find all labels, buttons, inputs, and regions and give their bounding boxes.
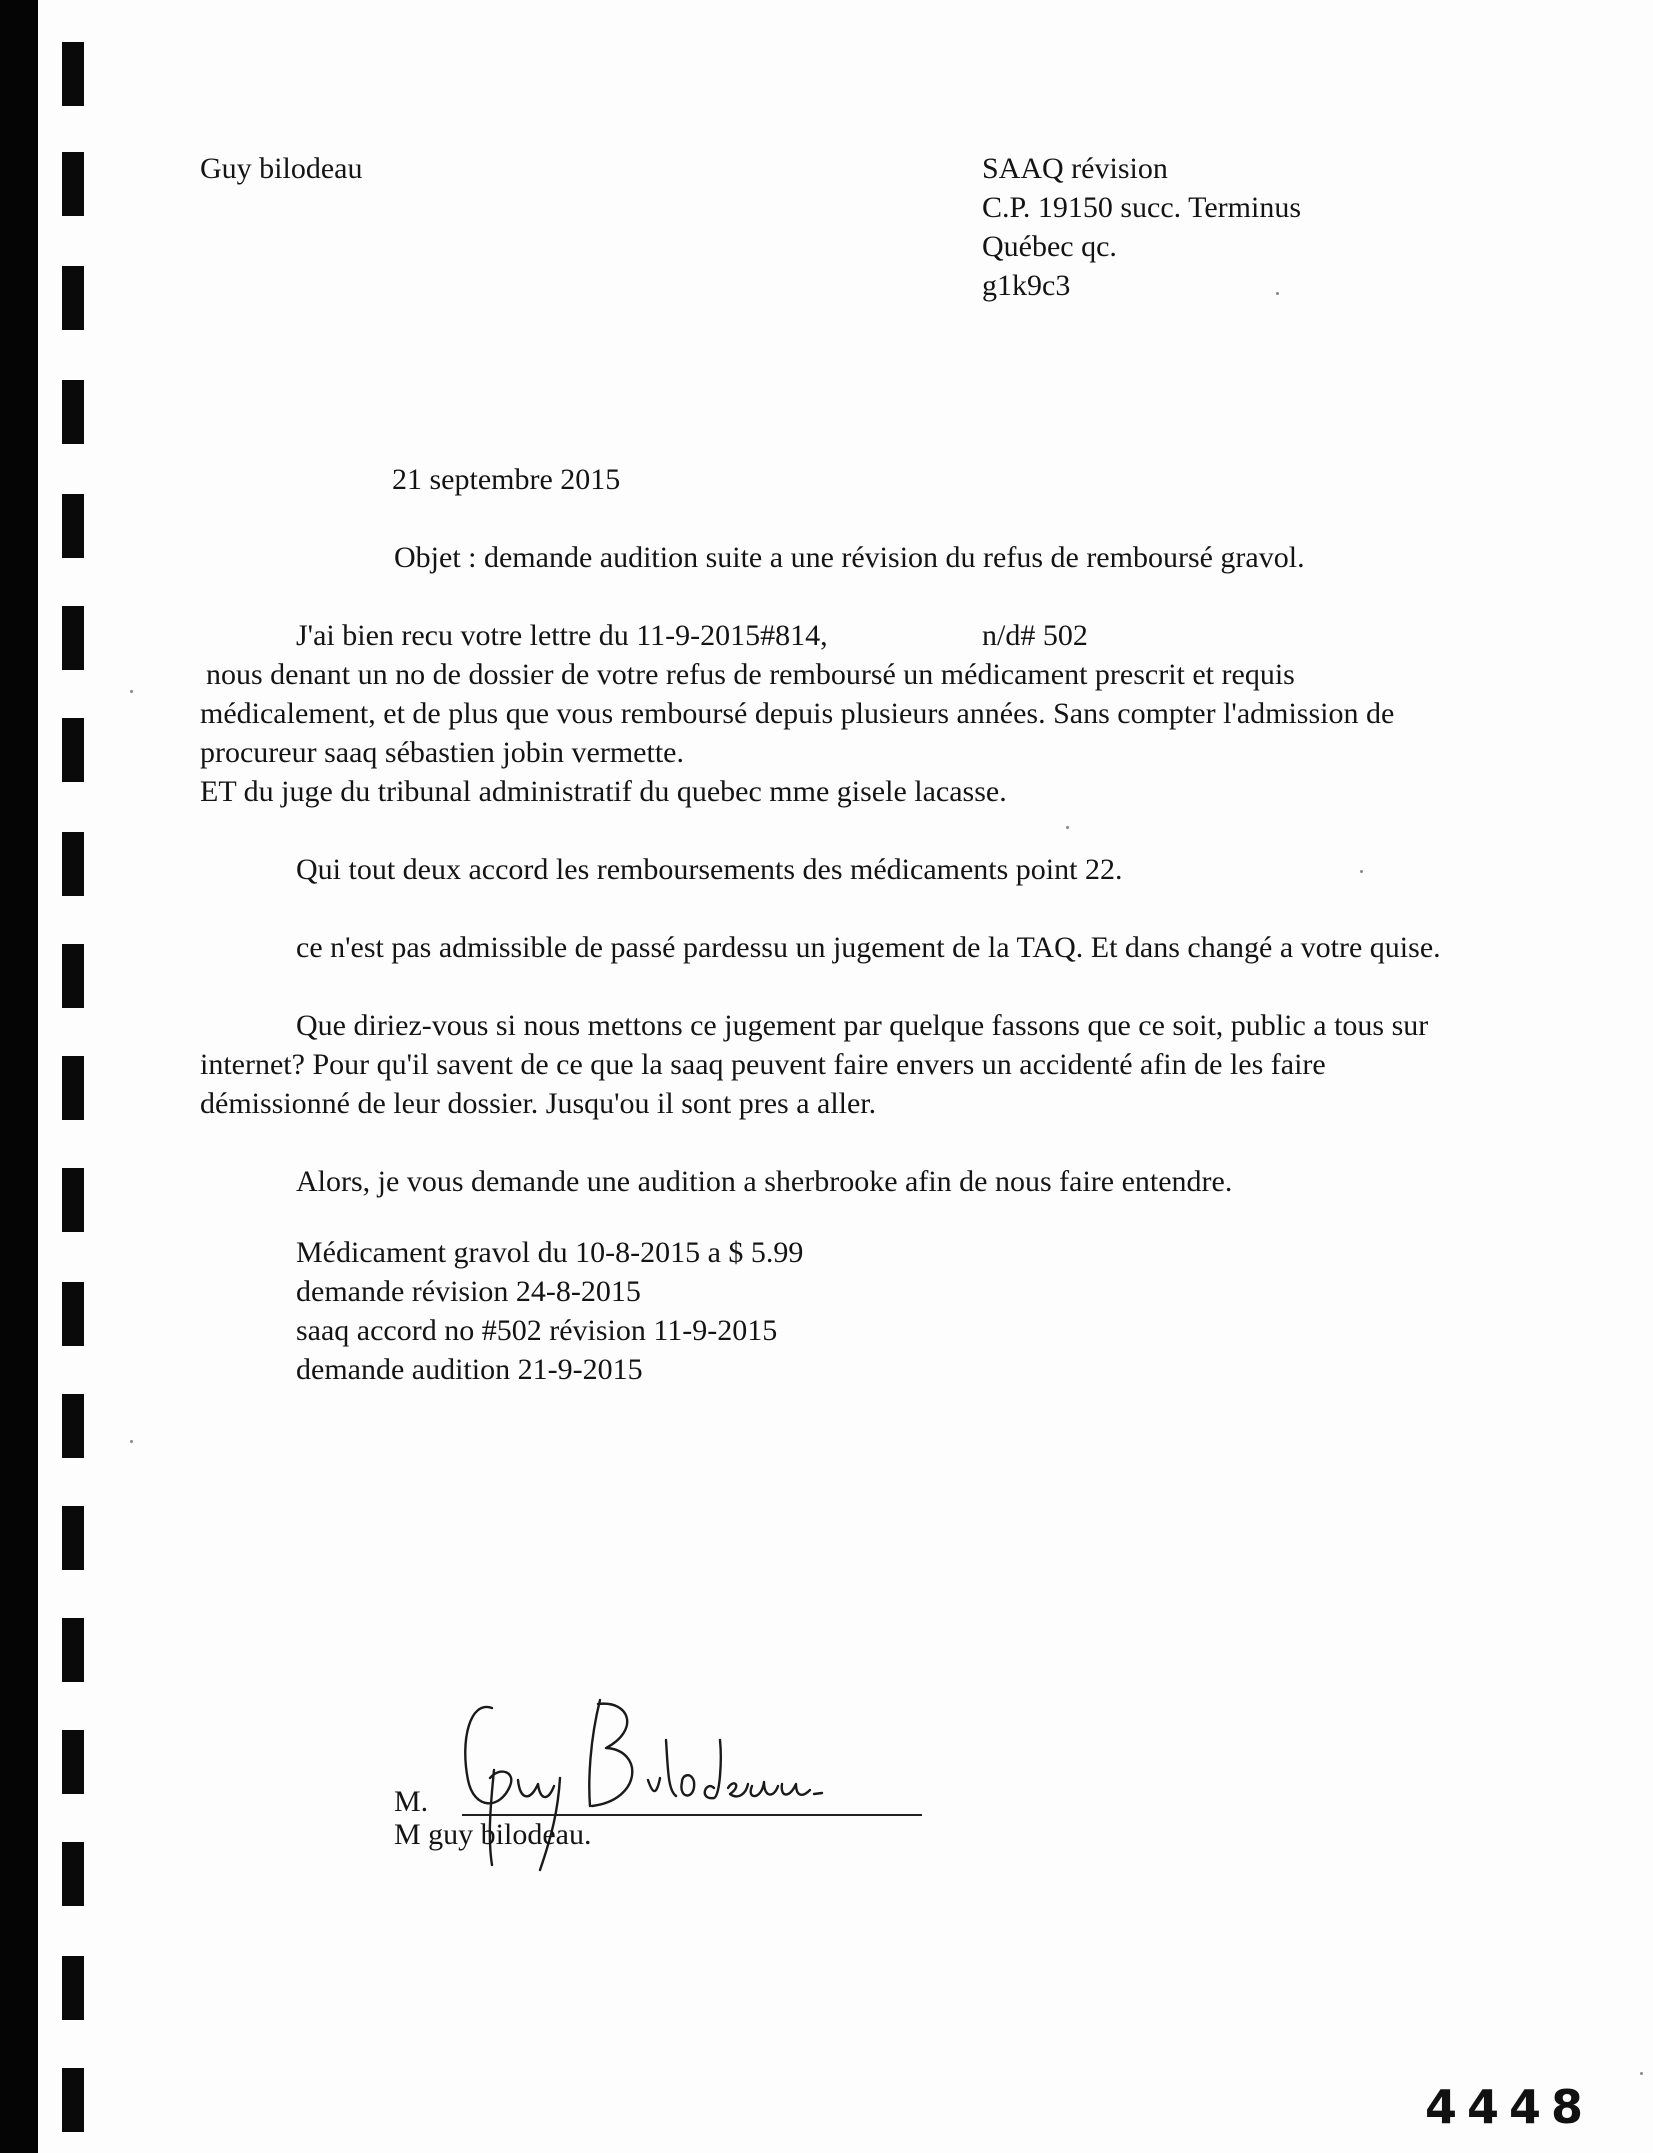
- body-line: Que diriez-vous si nous mettons ce jugement par quelque fassons que ce soit, public a tous sur: [296, 1009, 1429, 1042]
- binding-mark: [62, 832, 84, 896]
- recipient-line: Québec qc.: [982, 230, 1117, 263]
- binding-mark: [62, 266, 84, 330]
- recipient-line: SAAQ révision: [982, 152, 1168, 185]
- scan-speck: [1360, 870, 1363, 873]
- recipient-line: g1k9c3: [982, 269, 1071, 302]
- binding-mark: [62, 1956, 84, 2020]
- binding-mark: [62, 1730, 84, 1794]
- binding-mark: [62, 494, 84, 558]
- scan-speck: [130, 1440, 133, 1443]
- body-line: démissionné de leur dossier. Jusqu'ou il sont pres a aller.: [200, 1087, 877, 1120]
- scan-speck: [1276, 292, 1279, 295]
- body-line: J'ai bien recu votre lettre du 11-9-2015#814,: [296, 619, 828, 652]
- paragraph-3: ce n'est pas admissible de passé pardessu un jugement de la TAQ. Et dans changé a votre quise.: [296, 931, 1441, 964]
- signatory-name: M guy bilodeau.: [394, 1818, 592, 1851]
- letter-date: 21 septembre 2015: [392, 463, 621, 496]
- body-line: n/d# 502: [982, 619, 1088, 652]
- binding-mark: [62, 2068, 84, 2132]
- paragraph-5: Alors, je vous demande une audition a sherbrooke afin de nous faire entendre.: [296, 1165, 1233, 1198]
- summary-item: demande audition 21-9-2015: [296, 1353, 643, 1386]
- recipient-line: C.P. 19150 succ. Terminus: [982, 191, 1302, 224]
- binding-mark: [62, 152, 84, 216]
- body-line: nous denant un no de dossier de votre refus de remboursé un médicament prescrit et requis: [206, 658, 1295, 691]
- binding-mark: [62, 944, 84, 1008]
- summary-item: demande révision 24-8-2015: [296, 1275, 641, 1308]
- scan-speck: [130, 690, 133, 693]
- subject-line: Objet : demande audition suite a une révision du refus de remboursé gravol.: [394, 541, 1305, 574]
- summary-item: Médicament gravol du 10-8-2015 a $ 5.99: [296, 1236, 804, 1269]
- binding-mark: [62, 1056, 84, 1120]
- binding-mark: [62, 1394, 84, 1458]
- scan-edge-strip: [0, 0, 38, 2153]
- binding-mark: [62, 1506, 84, 1570]
- binding-mark: [62, 606, 84, 670]
- binding-mark: [62, 718, 84, 782]
- binding-mark: [62, 380, 84, 444]
- binding-mark: [62, 1618, 84, 1682]
- binding-marks: [62, 0, 92, 2153]
- sender-name: Guy bilodeau: [200, 152, 363, 185]
- body-line: ET du juge du tribunal administratif du quebec mme gisele lacasse.: [200, 775, 1007, 808]
- body-line: médicalement, et de plus que vous remboursé depuis plusieurs années. Sans compter l'admission de: [200, 697, 1395, 730]
- page-number-stamp: 4448: [1425, 2080, 1594, 2134]
- scan-speck: [1066, 826, 1069, 829]
- binding-mark: [62, 1282, 84, 1346]
- binding-mark: [62, 1168, 84, 1232]
- signature-prefix: M.: [394, 1785, 429, 1818]
- body-line: internet? Pour qu'il savent de ce que la saaq peuvent faire envers un accidenté afin de les faire: [200, 1048, 1326, 1081]
- handwritten-signature: [430, 1660, 850, 1890]
- binding-mark: [62, 1842, 84, 1906]
- paragraph-2: Qui tout deux accord les remboursements des médicaments point 22.: [296, 853, 1123, 886]
- body-line: procureur saaq sébastien jobin vermette.: [200, 736, 684, 769]
- binding-mark: [62, 42, 84, 106]
- summary-item: saaq accord no #502 révision 11-9-2015: [296, 1314, 778, 1347]
- scan-speck: [1640, 2072, 1643, 2075]
